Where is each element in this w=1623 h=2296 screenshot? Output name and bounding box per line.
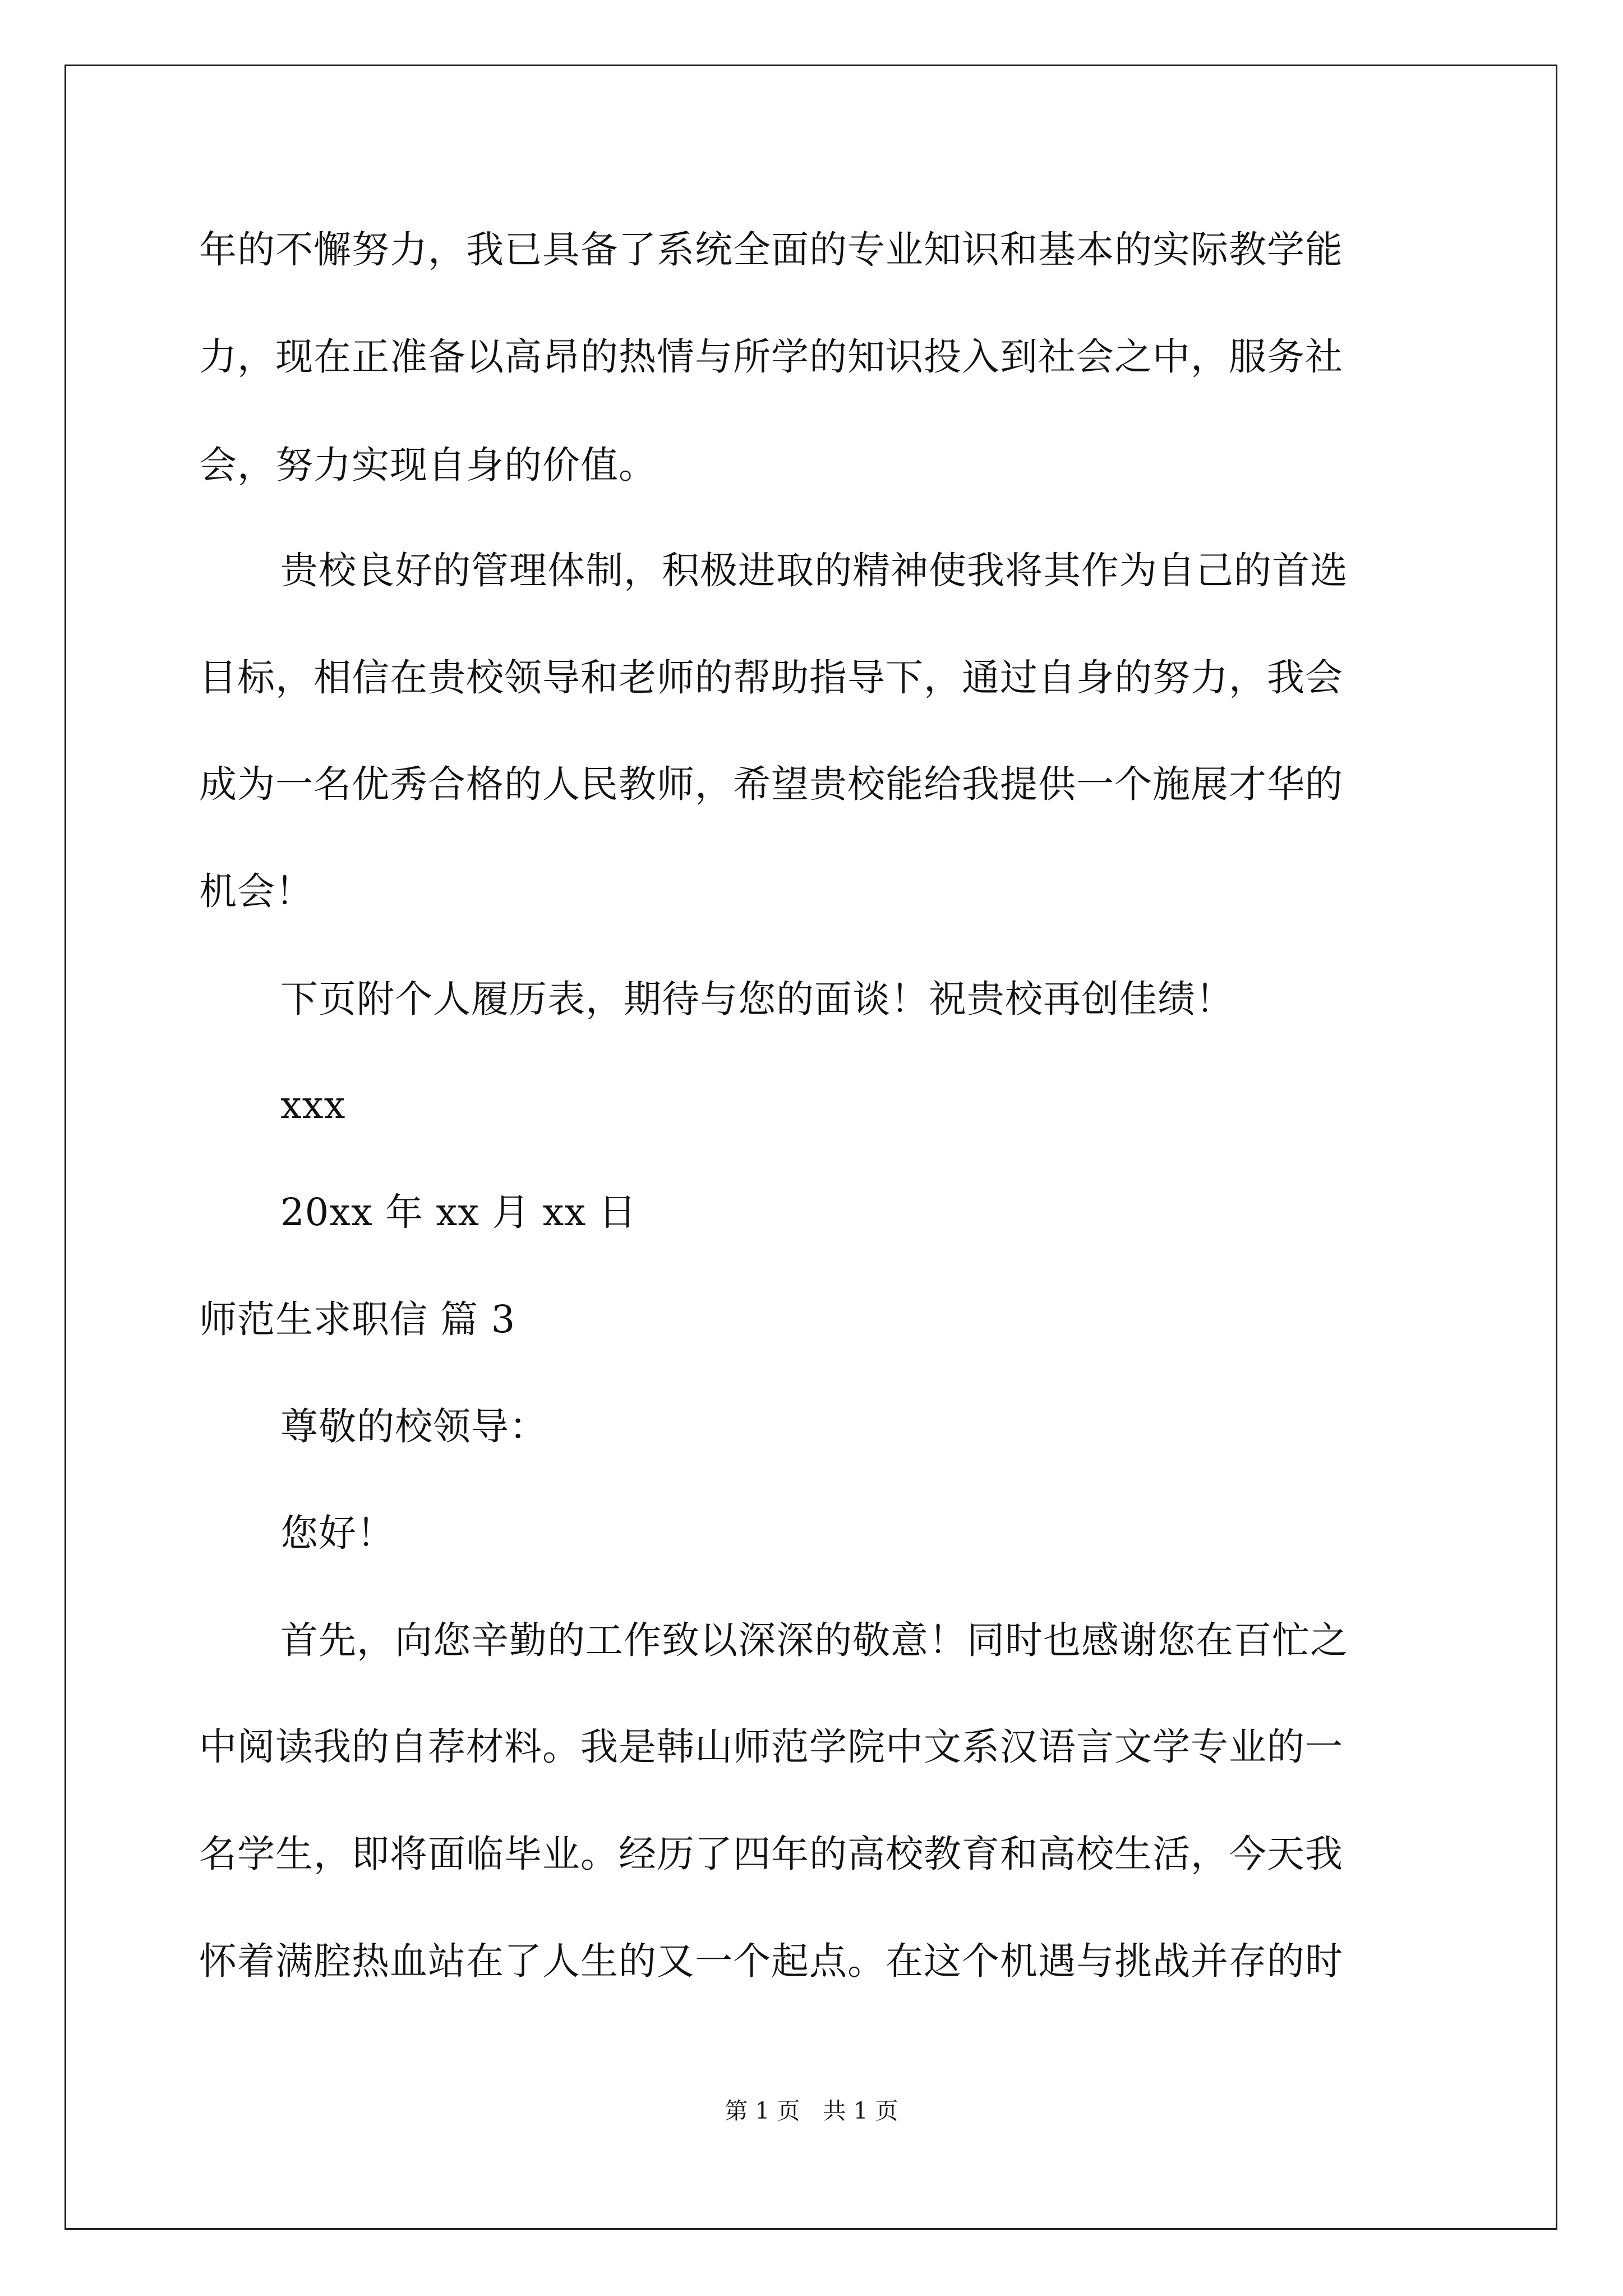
page-footer: 第 1 页 共 1 页: [725, 2097, 898, 2124]
date-line: 20xx 年 xx 月 xx 日: [280, 1190, 637, 1234]
text-line: 成为一名优秀合格的人民教师，希望贵校能给我提供一个施展才华的: [199, 762, 1343, 806]
text-line: 下页附个人履历表，期待与您的面谈！祝贵校再创佳绩！: [280, 977, 1234, 1021]
text-line: 怀着满腔热血站在了人生的又一个起点。在这个机遇与挑战并存的时: [199, 1939, 1343, 1983]
text-line: 贵校良好的管理体制，积极进取的精神使我将其作为自己的首选: [280, 549, 1348, 592]
section-heading: 师范生求职信 篇 3: [199, 1297, 516, 1341]
text-line: 中阅读我的自荐材料。我是韩山师范学院中文系汉语言文学专业的一: [199, 1725, 1343, 1769]
text-line: 年的不懈努力，我已具备了系统全面的专业知识和基本的实际教学能: [199, 228, 1343, 272]
text-line: 首先，向您辛勤的工作致以深深的敬意！同时也感谢您在百忙之: [280, 1618, 1348, 1662]
greeting: 您好！: [280, 1511, 395, 1555]
signature-name: xxx: [280, 1083, 346, 1127]
text-line: 机会！: [199, 869, 313, 913]
salutation: 尊敬的校领导：: [280, 1405, 547, 1448]
text-line: 目标，相信在贵校领导和老师的帮助指导下，通过自身的努力，我会: [199, 656, 1343, 700]
text-line: 会，努力实现自身的价值。: [199, 443, 657, 487]
text-line: 力，现在正准备以高昂的热情与所学的知识投入到社会之中，服务社: [199, 335, 1343, 379]
page-border: [64, 65, 1557, 2230]
text-line: 名学生，即将面临毕业。经历了四年的高校教育和高校生活，今天我: [199, 1832, 1343, 1876]
